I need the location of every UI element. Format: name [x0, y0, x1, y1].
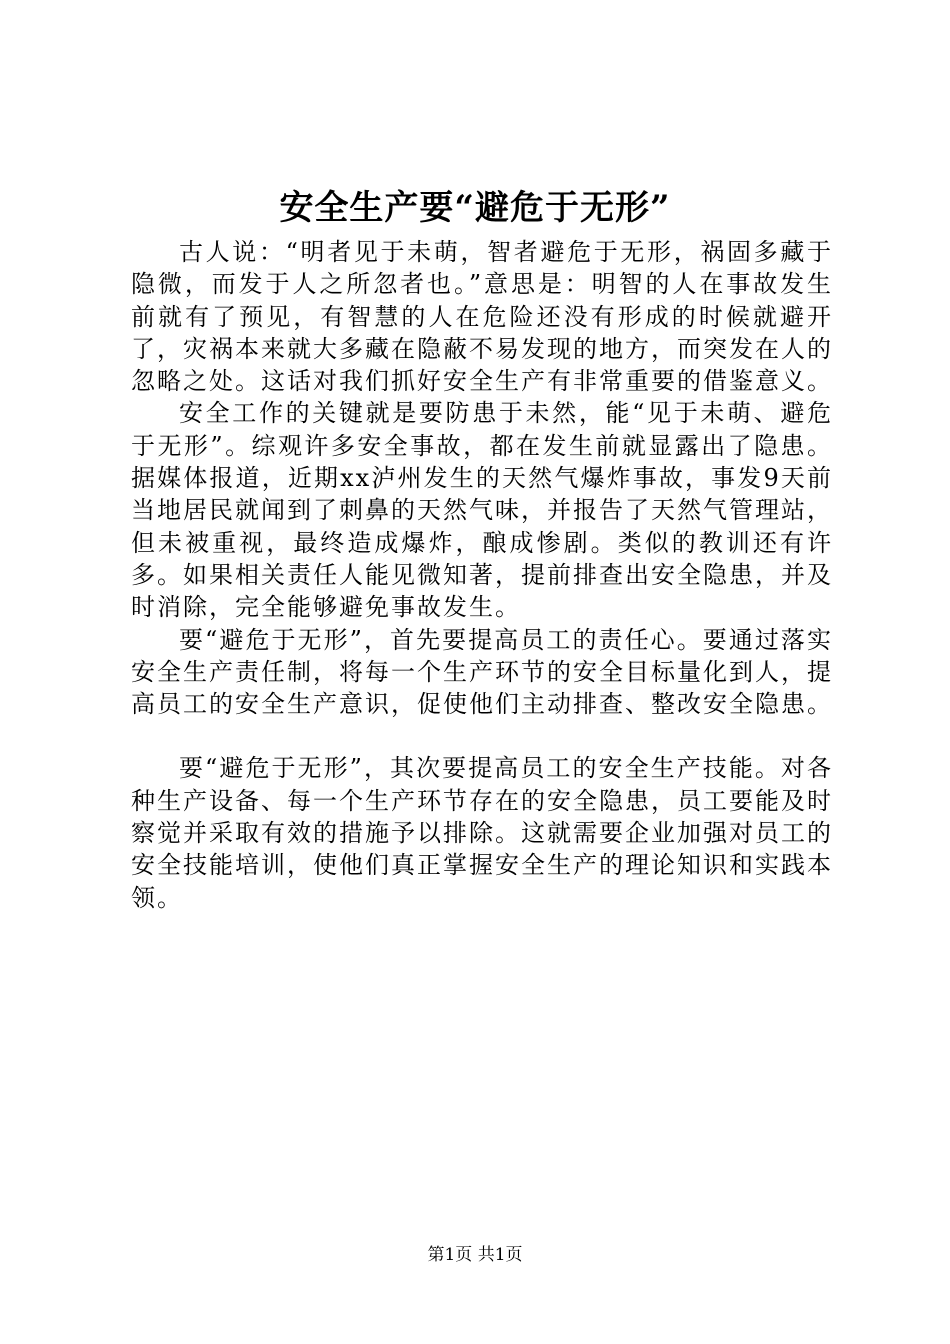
- page-number-footer: 第1页 共1页: [427, 1245, 523, 1265]
- paragraph-4: 要“避危于无形”，其次要提高员工的安全生产技能。对各种生产设备、每一个生产环节存在的安全隐患，员工要能及时察觉并采取有效的措施予以排除。这就需要企业加强对员工的安全技能培训，使他们真正掌握安全生产的理论知识和实践本领。: [131, 754, 833, 912]
- paragraph-1: 古人说：“明者见于未萌，智者避危于无形，祸固多藏于隐微，而发于人之所忽者也。”意思是：明智的人在事故发生前就有了预见，有智慧的人在危险还没有形成的时候就避开了，灾祸本来就大多藏在隐蔽不易发现的地方，而突发在人的忽略之处。这话对我们抓好安全生产有非常重要的借鉴意义。: [131, 238, 833, 396]
- document-body: [131, 236, 833, 914]
- document-title: 安全生产要“避危于无形”: [279, 188, 671, 228]
- paragraph-2: 安全工作的关键就是要防患于未然，能“见于未萌、避危于无形”。综观许多安全事故，都在发生前就显露出了隐患。据媒体报道，近期xx泸州发生的天然气爆炸事故，事发9天前当地居民就闻到了刺鼻的天然气味，并报告了天然气管理站，但未被重视，最终造成爆炸，酿成惨剧。类似的教训还有许多。如果相关责任人能见微知著，提前排查出安全隐患，并及时消除，完全能够避免事故发生。: [131, 399, 833, 622]
- paragraph-3: 要“避危于无形”，首先要提高员工的责任心。要通过落实安全生产责任制，将每一个生产环节的安全目标量化到人，提高员工的安全生产意识，促使他们主动排查、整改安全隐患。: [131, 625, 833, 719]
